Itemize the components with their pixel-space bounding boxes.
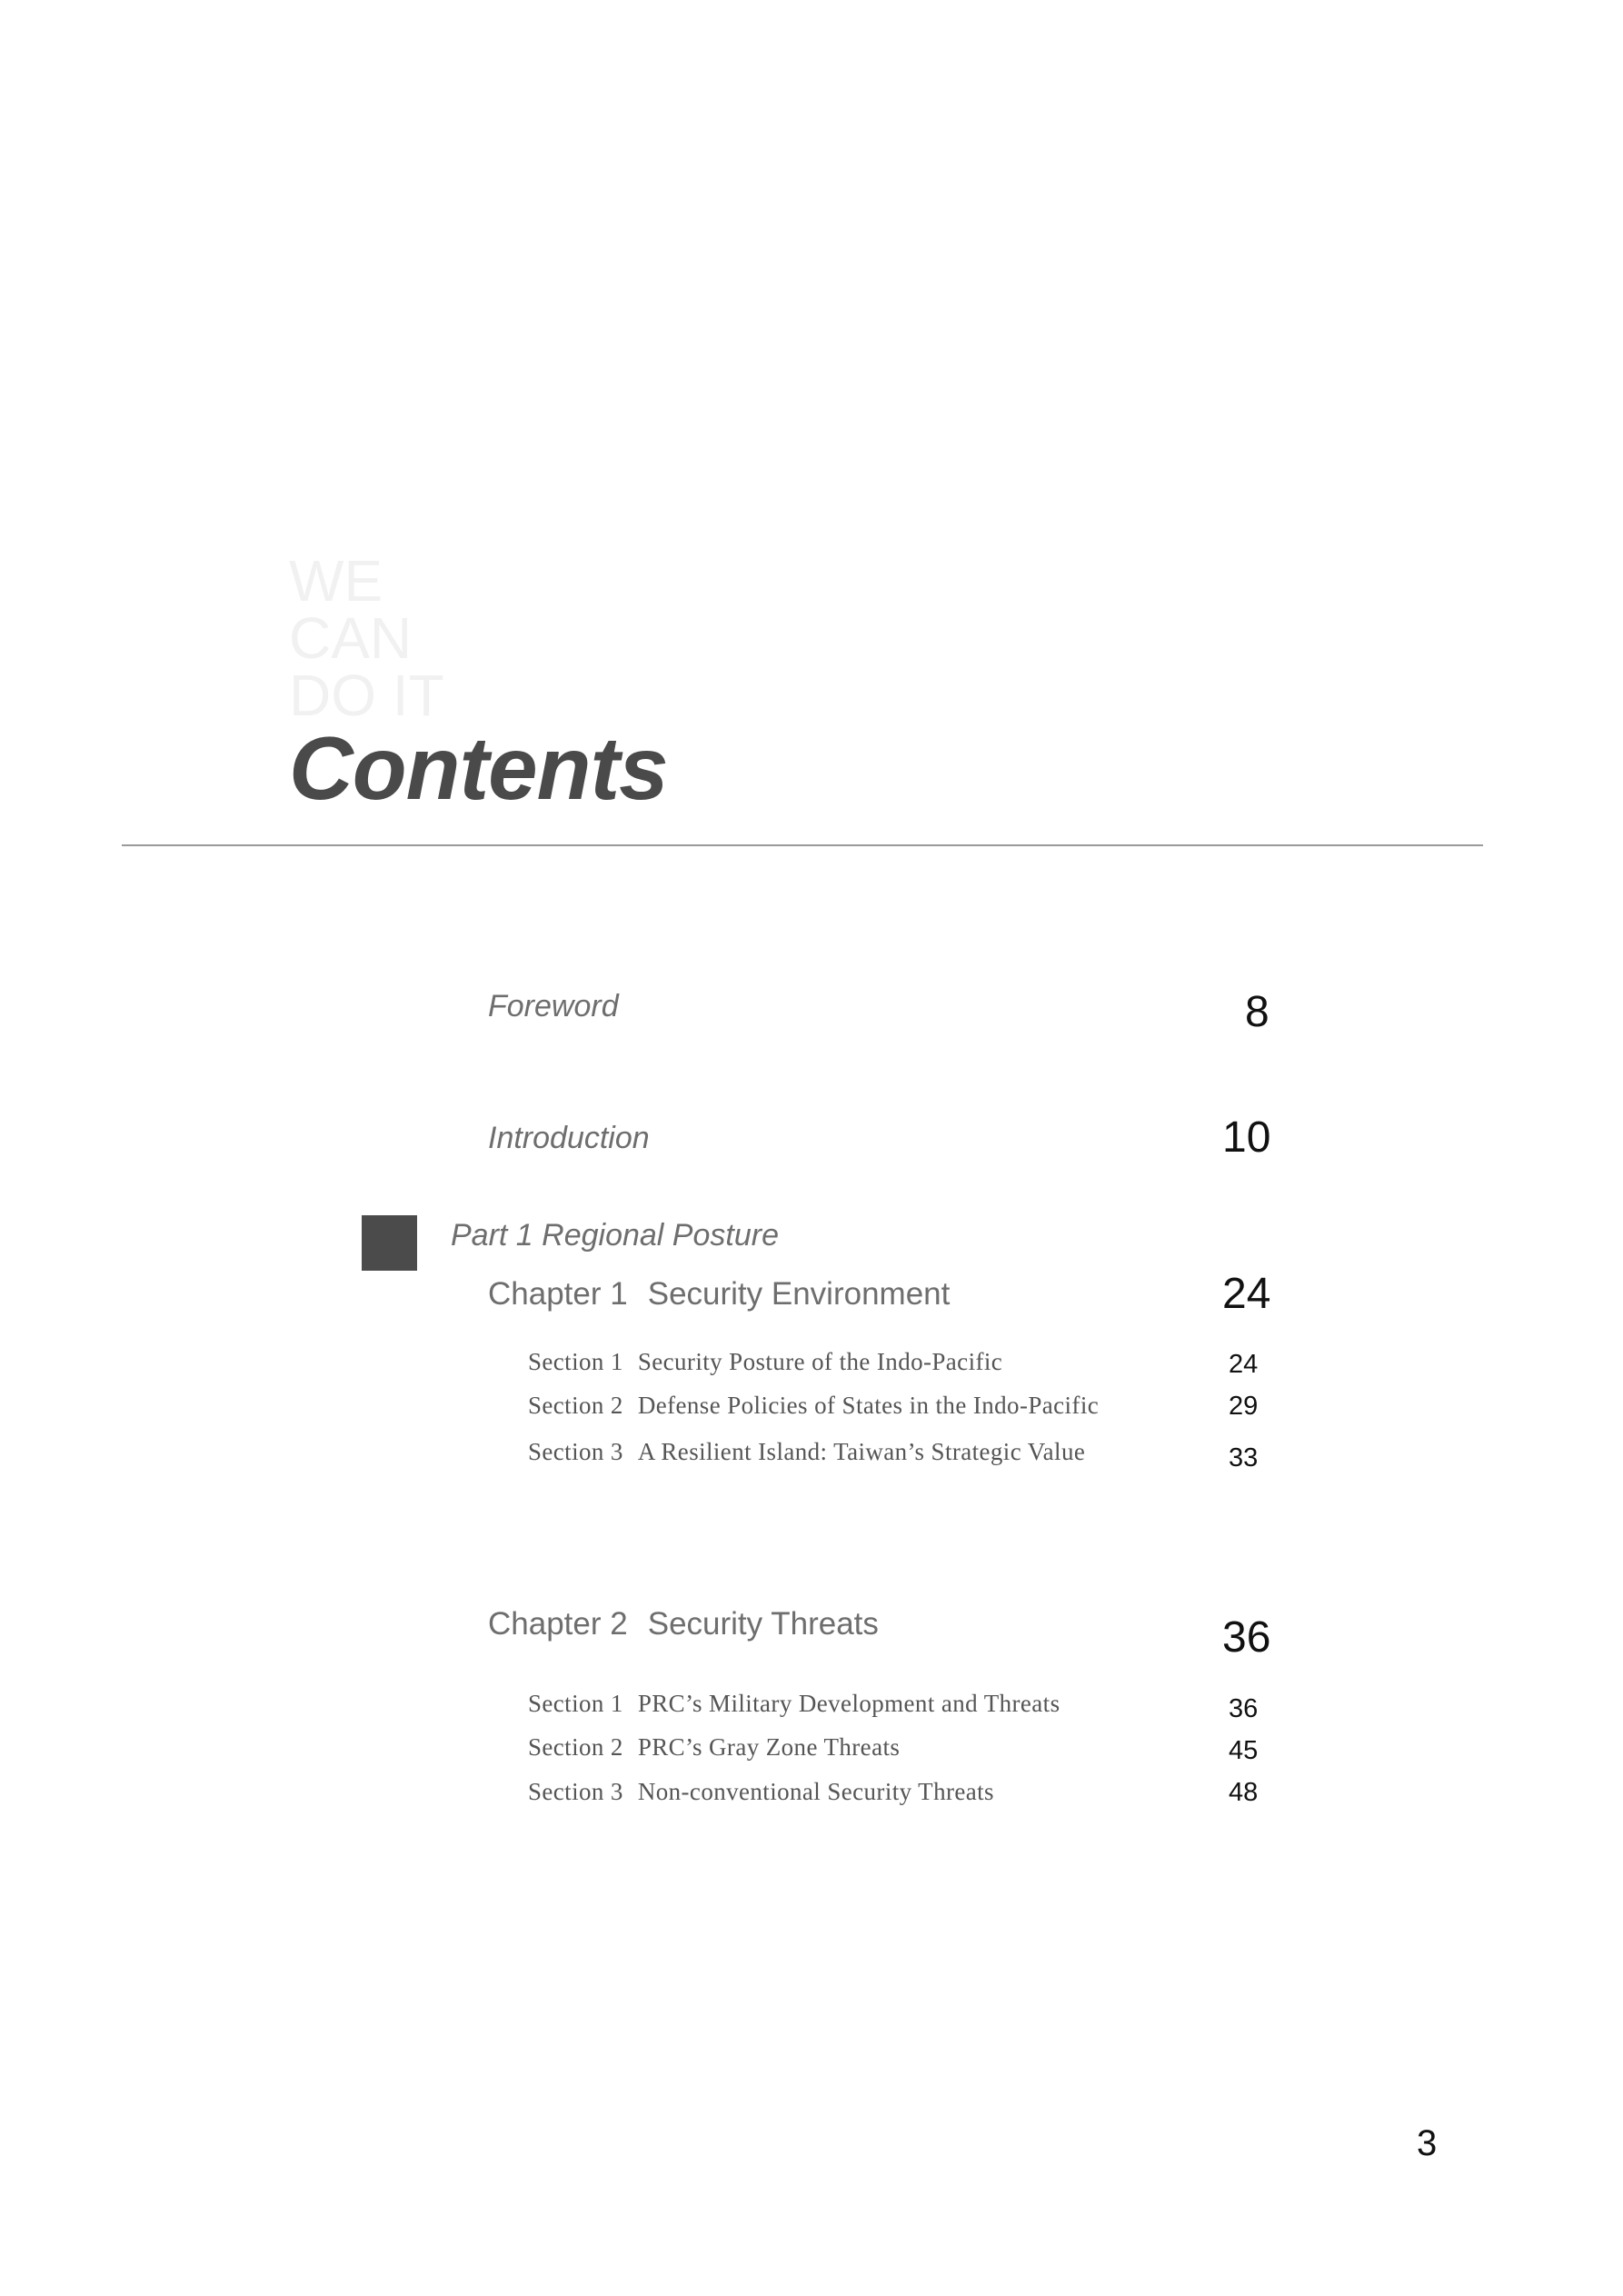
watermark-line: CAN [289,605,413,671]
section-title: PRC’s Gray Zone Threats [637,1733,901,1761]
section-number: Section 1 [528,1348,623,1375]
toc-page-section-2-2: 45 [1229,1736,1259,1765]
chapter-title: Security Environment [647,1276,951,1312]
page-number: 3 [1417,2123,1438,2163]
toc-page-section-1-3: 33 [1229,1443,1259,1472]
section-title: A Resilient Island: Taiwan’s Strategic Value [637,1438,1086,1465]
page-title: Contents [289,718,668,818]
section-number: Section 2 [528,1733,623,1761]
toc-entry-label: Introduction [488,1121,650,1155]
section-title: PRC’s Military Development and Threats [637,1690,1060,1717]
section-number: Section 3 [528,1438,623,1465]
toc-page-introduction: 10 [1222,1113,1271,1162]
watermark-line: DO IT [289,663,444,728]
title-divider [122,844,1483,846]
toc-section-2-2[interactable] [528,1733,900,1762]
part-heading[interactable]: Part 1 Regional Posture [451,1218,779,1253]
section-number: Section 2 [528,1392,623,1419]
chapter-number: Chapter 2 [488,1606,628,1642]
toc-chapter-1[interactable] [488,1276,950,1313]
watermark-line: WE [289,548,383,614]
toc-page-foreword: 8 [1245,988,1270,1036]
chapter-number: Chapter 1 [488,1276,628,1312]
toc-page-section-1-1: 24 [1229,1350,1259,1379]
chapter-title: Security Threats [647,1606,879,1642]
toc-page-chapter-1: 24 [1222,1270,1271,1318]
toc-entry-introduction[interactable] [488,1121,650,1156]
toc-page-section-2-1: 36 [1229,1694,1259,1723]
toc-section-2-1[interactable] [528,1690,1060,1718]
toc-page-section-1-2: 29 [1229,1392,1259,1421]
section-title: Defense Policies of States in the Indo-Pacific [637,1392,1100,1419]
toc-section-1-3[interactable] [528,1438,1085,1466]
toc-chapter-2[interactable] [488,1606,879,1642]
watermark-text [289,548,444,728]
section-title: Non-conventional Security Threats [637,1778,994,1805]
toc-page-chapter-2: 36 [1222,1613,1271,1662]
toc-section-1-1[interactable] [528,1348,1002,1376]
toc-entry-foreword[interactable] [488,989,619,1024]
part-marker-square [362,1215,417,1271]
toc-section-1-2[interactable] [528,1392,1099,1420]
section-title: Security Posture of the Indo-Pacific [637,1348,1003,1375]
toc-section-2-3[interactable] [528,1778,994,1806]
toc-page-section-2-3: 48 [1229,1778,1259,1807]
section-number: Section 3 [528,1778,623,1805]
toc-entry-label: Foreword [488,989,619,1023]
section-number: Section 1 [528,1690,623,1717]
